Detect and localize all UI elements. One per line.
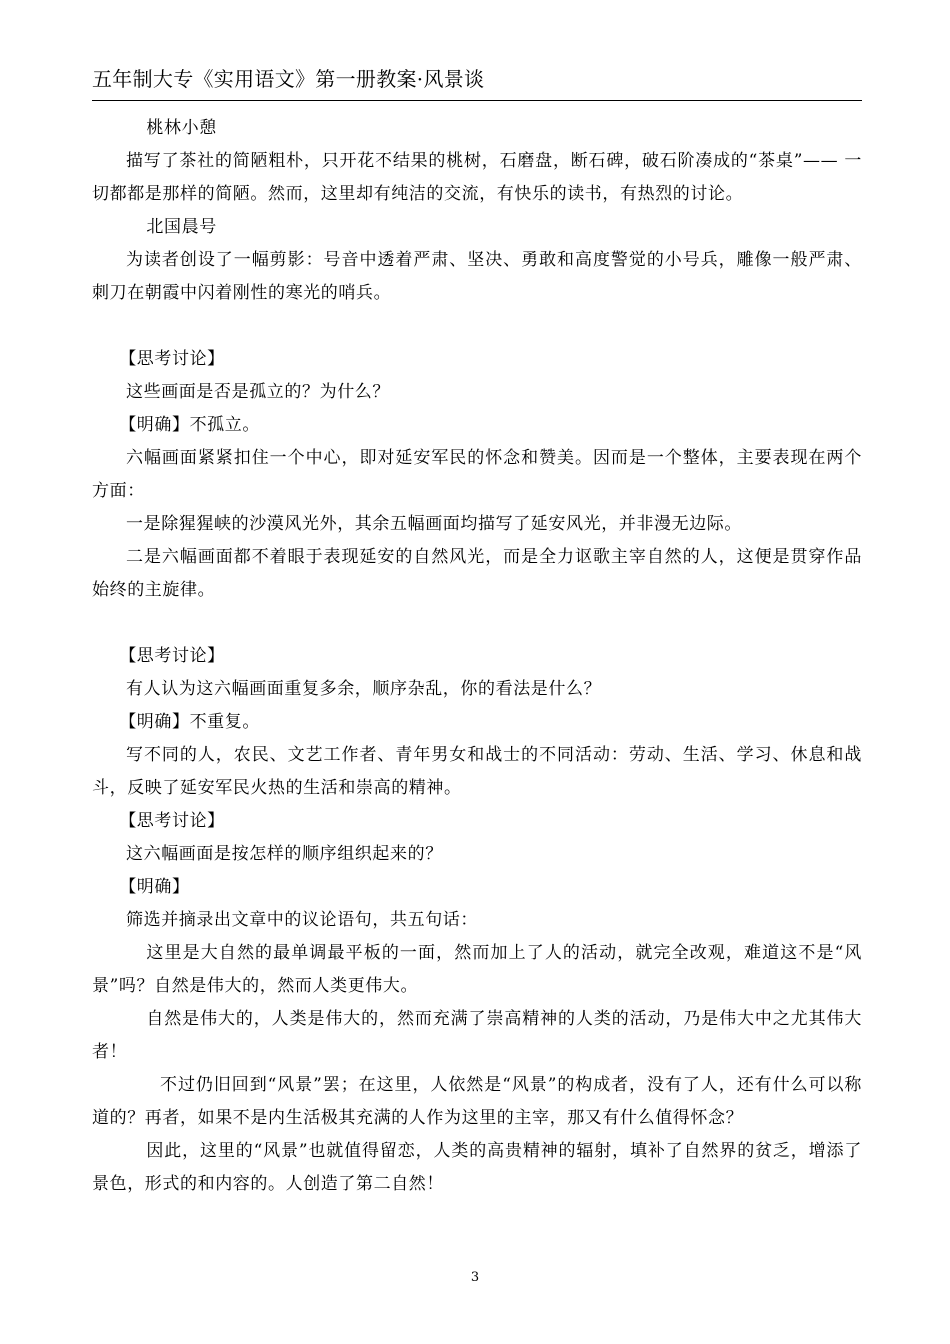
discussion-question: 有人认为这六幅画面重复多余，顺序杂乱，你的看法是什么？ (126, 679, 602, 699)
spacer (92, 607, 862, 640)
page-number: 3 (470, 1270, 480, 1285)
paragraph: 写不同的人，农民、文艺工作者、青年男女和战士的不同活动：劳动、生活、学习、休息和战斗，反映了延安军民火热的生活和崇高的精神。 (92, 745, 862, 798)
discussion-question: 这些画面是否是孤立的？为什么？ (126, 382, 390, 402)
quote: 不过仍旧回到“风景”罢；在这里，人依然是“风景”的构成者，没有了人，还有什么可以称道的？再者，如果不是内生活极其充满的人作为这里的主宰，那又有什么值得怀念？ (92, 1075, 862, 1128)
discussion-answer: 【明确】 (119, 877, 190, 897)
quote: 因此，这里的“风景”也就值得留恋，人类的高贵精神的辐射，填补了自然界的贫乏，增添了景色，形式的和内容的。人创造了第二自然！ (92, 1141, 862, 1194)
document-body (92, 112, 862, 1201)
paragraph: 六幅画面紧紧扣住一个中心，即对延安军民的怀念和赞美。因而是一个整体，主要表现在两个方面： (92, 448, 862, 501)
paragraph: 筛选并摘录出文章中的议论语句，共五句话： (126, 910, 478, 930)
section-title-peach-grove: 桃林小憩 (146, 118, 217, 138)
discussion-question: 这六幅画面是按怎样的顺序组织起来的？ (126, 844, 443, 864)
discussion-answer: 【明确】不孤立。 (119, 415, 260, 435)
discussion-label: 【思考讨论】 (119, 811, 225, 831)
page-header (92, 64, 862, 101)
quote: 自然是伟大的，人类是伟大的，然而充满了崇高精神的人类的活动，乃是伟大中之尤其伟大者！ (92, 1009, 862, 1062)
paragraph: 一是除猩猩峡的沙漠风光外，其余五幅画面均描写了延安风光，并非漫无边际。 (126, 514, 742, 534)
discussion-label: 【思考讨论】 (119, 349, 225, 369)
section-body-peach-grove: 描写了茶社的简陋粗朴，只开花不结果的桃树，石磨盘，断石碑，破石阶凑成的“茶桌”—— 一切都都是那样的简陋。然而，这里却有纯洁的交流，有快乐的读书，有热烈的讨论。 (92, 151, 862, 204)
quote: 这里是大自然的最单调最平板的一面，然而加上了人的活动，就完全改观，难道这不是“风景”吗？自然是伟大的，然而人类更伟大。 (92, 943, 862, 996)
header-title: 五年制大专《实用语文》第一册教案·风景谈 (92, 67, 485, 91)
section-body-morning-bugle: 为读者创设了一幅剪影：号音中透着严肃、坚决、勇敢和高度警觉的小号兵，雕像一般严肃、刺刀在朝霞中闪着刚性的寒光的哨兵。 (92, 250, 862, 303)
paragraph: 二是六幅画面都不着眼于表现延安的自然风光，而是全力讴歌主宰自然的人，这便是贯穿作品始终的主旋律。 (92, 547, 862, 600)
section-title-morning-bugle: 北国晨号 (146, 217, 217, 237)
spacer (92, 310, 862, 343)
discussion-answer: 【明确】不重复。 (119, 712, 260, 732)
discussion-label: 【思考讨论】 (119, 646, 225, 666)
